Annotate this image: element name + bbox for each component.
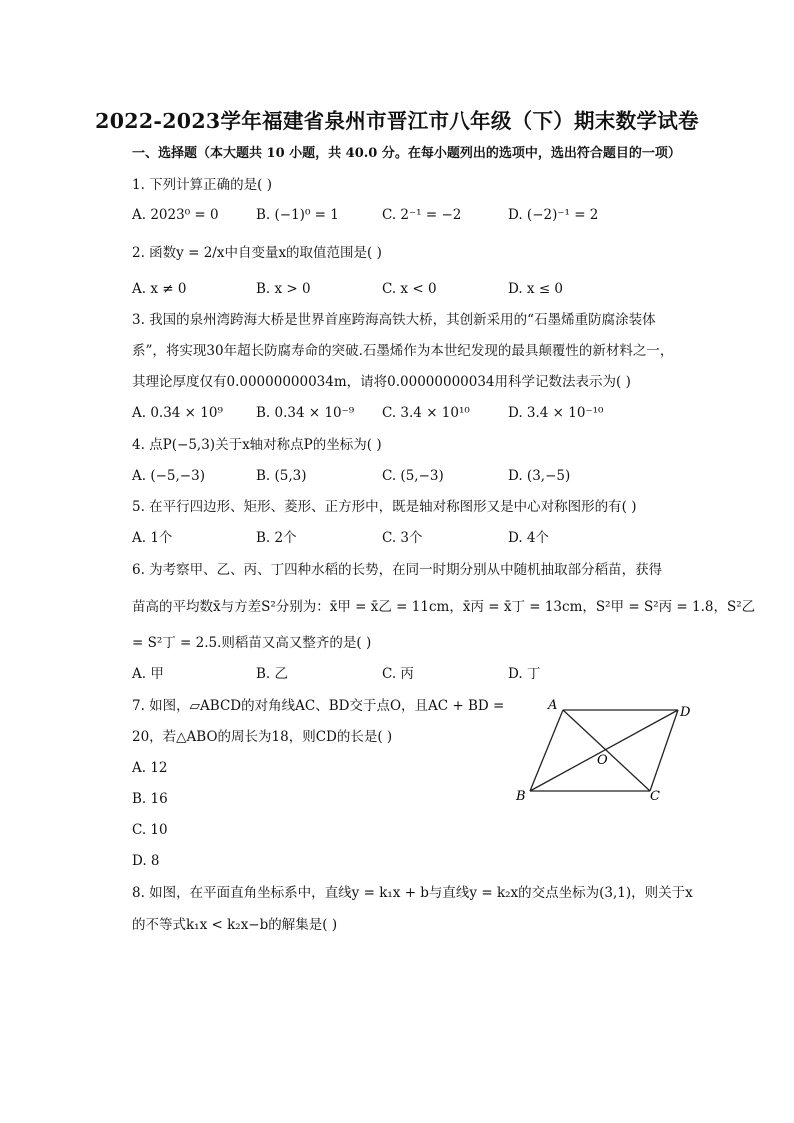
option-c: C. 3.4 × 10¹⁰ (382, 405, 470, 421)
option-b: B. 2个 (256, 530, 297, 546)
option-c: C. 丙 (382, 666, 414, 682)
page-title: 2022-2023学年福建省泉州市晋江市八年级（下）期末数学试卷 (95, 109, 699, 133)
option-d: D. (−2)⁻¹ = 2 (508, 207, 599, 223)
edge-ba (530, 710, 563, 791)
option-c: C. 3个 (382, 530, 423, 546)
option-d: D. 丁 (508, 666, 541, 682)
question-7-option-c: C. 10 (132, 822, 168, 838)
option-d: D. 3.4 × 10⁻¹⁰ (508, 405, 604, 421)
option-d: D. 4个 (508, 530, 550, 546)
question-7-option-b: B. 16 (132, 791, 168, 807)
diagonal-ac (563, 710, 650, 791)
question-8-stem-line-1: 8. 如图，在平面直角坐标系中，直线y = k₁x + b与直线y = k₂x的交点坐标为(3,1)，则关于x (132, 885, 693, 901)
option-a: A. 2023⁰ = 0 (132, 207, 219, 223)
label-c: C (650, 789, 660, 804)
option-b: B. 乙 (256, 666, 289, 682)
option-c: C. (5,−3) (382, 468, 444, 484)
parallelogram-diagram (508, 694, 698, 806)
question-8-stem-line-2: 的不等式k₁x < k₂x−b的解集是( ) (132, 917, 338, 933)
option-a: A. (−5,−3) (132, 468, 205, 484)
label-o: O (597, 753, 608, 768)
diagonal-bd (530, 710, 678, 791)
option-a: A. 1个 (132, 530, 173, 546)
edge-dc (650, 710, 678, 791)
question-7-option-a: A. 12 (132, 760, 168, 776)
label-b: B (516, 789, 526, 804)
question-3-stem-line-3: 其理论厚度仅有0.00000000034m，请将0.00000000034用科学记数法表示为( ) (132, 374, 631, 390)
option-d: D. x ≤ 0 (508, 281, 564, 297)
option-c: C. x < 0 (382, 281, 437, 297)
question-7-stem-line-2: 20，若△ABO的周长为18，则CD的长是( ) (132, 729, 393, 745)
option-b: B. x > 0 (256, 281, 311, 297)
option-d: D. (3,−5) (508, 468, 571, 484)
question-4-stem: 4. 点P(−5,3)关于x轴对称点P的坐标为( ) (132, 437, 382, 453)
question-3-stem-line-1: 3. 我国的泉州湾跨海大桥是世界首座跨海高铁大桥，其创新采用的“石墨烯重防腐涂装体 (132, 312, 656, 328)
option-a: A. 甲 (132, 666, 164, 682)
question-2-stem: 2. 函数y = 2/x中自变量x的取值范围是( ) (132, 245, 382, 261)
section-heading: 一、选择题（本大题共 10 小题，共 40.0 分。在每小题列出的选项中，选出符合题目的一项） (132, 146, 681, 161)
label-d: D (680, 705, 691, 720)
question-1-stem: 1. 下列计算正确的是( ) (132, 177, 272, 193)
question-6-stem-line-1: 6. 为考察甲、乙、丙、丁四种水稻的长势，在同一时期分别从中随机抽取部分稻苗，获得 (132, 562, 663, 578)
option-a: A. x ≠ 0 (132, 281, 187, 297)
label-a: A (548, 698, 558, 713)
option-a: A. 0.34 × 10⁹ (132, 405, 223, 421)
question-6-stem-line-2: 苗高的平均数x̄与方差S²分别为：x̄甲 = x̄乙 = 11cm，x̄丙 = x̄丁 = 13cm，S²甲 = S²丙 = 1.8，S²乙 (132, 599, 756, 615)
option-b: B. (5,3) (256, 468, 307, 484)
question-7-stem-line-1: 7. 如图，▱ABCD的对角线AC、BD交于点O，且AC + BD = (132, 698, 505, 714)
question-5-stem: 5. 在平行四边形、矩形、菱形、正方形中，既是轴对称图形又是中心对称图形的有( ) (132, 499, 637, 515)
question-7-option-d: D. 8 (132, 853, 160, 869)
question-6-stem-line-3: = S²丁 = 2.5.则稻苗又高又整齐的是( ) (132, 635, 372, 651)
question-3-stem-line-2: 系”，将实现30年超长防腐寿命的突破.石墨烯作为本世纪发现的最具颠覆性的新材料之一， (132, 343, 674, 359)
option-c: C. 2⁻¹ = −2 (382, 207, 462, 223)
option-b: B. (−1)⁰ = 1 (256, 207, 339, 223)
option-b: B. 0.34 × 10⁻⁹ (256, 405, 355, 421)
